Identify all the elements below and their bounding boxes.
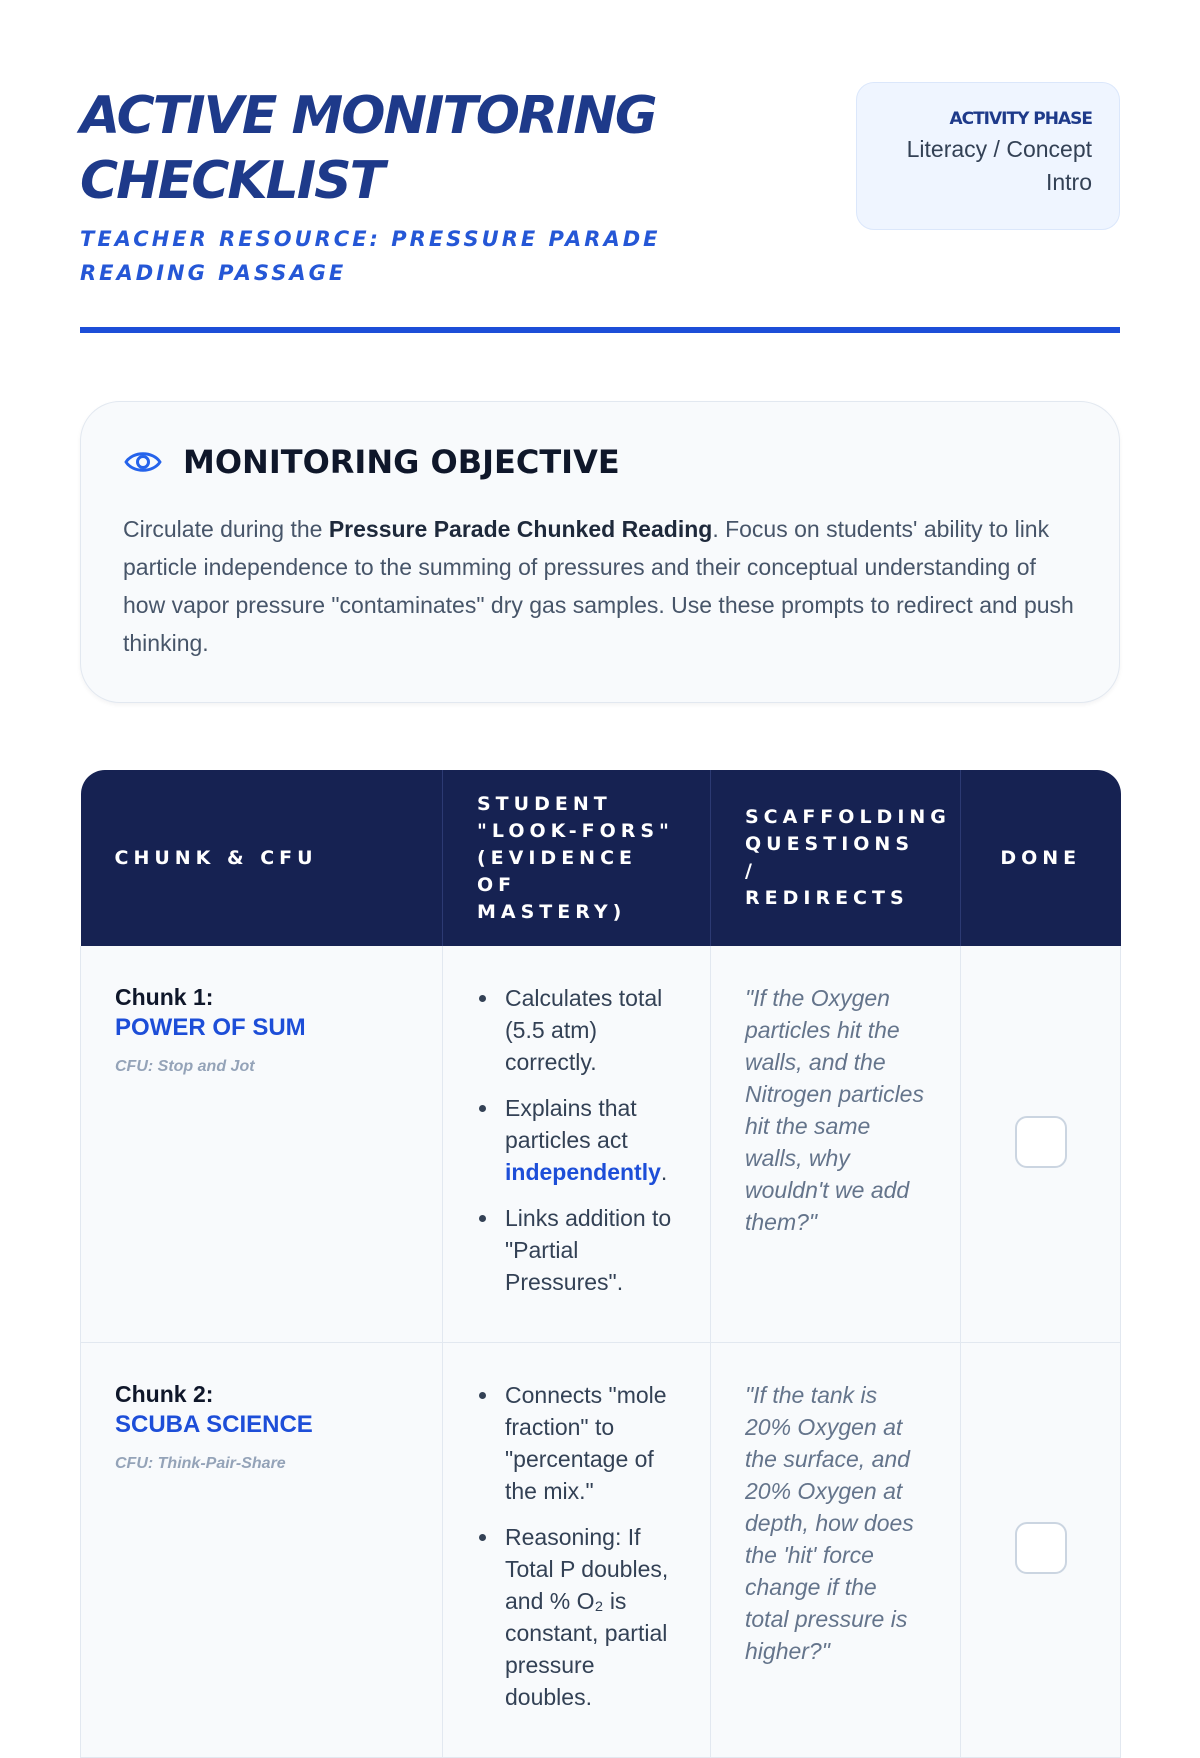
table-row xyxy=(81,1343,1121,1758)
activity-phase-value: Literacy / Concept Intro xyxy=(906,136,1092,195)
look-fors-list xyxy=(477,982,676,1298)
activity-phase-card xyxy=(856,82,1120,230)
monitoring-objective-card xyxy=(80,401,1120,703)
list-item: Connects "mole fraction" to "percentage of the mix." xyxy=(477,1379,676,1507)
chunk-cell xyxy=(81,1343,443,1758)
chunk-cell xyxy=(81,946,443,1343)
look-for-text: Explains that particles act xyxy=(505,1095,637,1153)
scaffolding-question: "If the Oxygen particles hit the walls, and the Nitrogen particles hit the same walls, why wouldn't we add them?" xyxy=(745,985,924,1235)
scaffolding-question: "If the tank is 20% Oxygen at the surface, and 20% Oxygen at depth, how does the 'hit' force change if the total pressure is higher?" xyxy=(745,1382,914,1664)
chunk-label: Chunk 2: xyxy=(115,1381,214,1407)
objective-text-start: Circulate during the xyxy=(123,516,329,542)
scaffolding-cell xyxy=(711,1343,961,1758)
page-title: ACTIVE MONITORING CHECKLIST xyxy=(80,86,656,211)
cfu-label: CFU: Think-Pair-Share xyxy=(115,1455,286,1472)
list-item xyxy=(477,1092,676,1188)
objective-title: MONITORING OBJECTIVE xyxy=(183,443,620,481)
eye-icon xyxy=(123,442,163,482)
page-subtitle: TEACHER RESOURCE: PRESSURE PARADE READING PASSAGE xyxy=(80,227,661,285)
list-item: Reasoning: If Total P doubles, and % O₂ is constant, partial pressure doubles. xyxy=(477,1521,676,1713)
objective-text xyxy=(123,510,1083,662)
done-checkbox[interactable] xyxy=(1015,1522,1067,1574)
look-fors-cell xyxy=(443,1343,711,1758)
done-checkbox[interactable] xyxy=(1015,1116,1067,1168)
look-fors-cell xyxy=(443,946,711,1343)
cfu-label: CFU: Stop and Jot xyxy=(115,1058,255,1075)
look-for-text-end: . xyxy=(660,1159,668,1185)
chunk-label: Chunk 1: xyxy=(115,984,214,1010)
column-header-done: DONE xyxy=(961,770,1121,946)
list-item: Links addition to "Partial Pressures". xyxy=(477,1202,676,1298)
scaffolding-cell xyxy=(711,946,961,1343)
done-cell xyxy=(961,1343,1121,1758)
page-header xyxy=(80,84,1120,290)
chunk-name: POWER OF SUM xyxy=(115,1014,306,1041)
done-cell xyxy=(961,946,1121,1343)
list-item: Calculates total (5.5 atm) correctly. xyxy=(477,982,676,1078)
objective-heading xyxy=(123,442,620,482)
table-row xyxy=(81,946,1121,1343)
monitoring-table xyxy=(80,770,1120,1758)
header-divider xyxy=(80,327,1120,333)
column-header-look-fors: STUDENT "LOOK-FORS" (EVIDENCE OF MASTERY) xyxy=(443,770,711,946)
column-header-scaffolding: SCAFFOLDING QUESTIONS / REDIRECTS xyxy=(711,770,961,946)
look-for-emphasis: independently xyxy=(505,1159,661,1185)
activity-phase-label: ACTIVITY PHASE xyxy=(949,109,1092,129)
objective-text-end: . Focus on students' ability to link particle independence to the summing of pressures and their conceptual understanding of how vapor pressure "contaminates" dry gas samples. Use these prompts to redirect and push thinking. xyxy=(123,516,1074,656)
look-fors-list xyxy=(477,1379,676,1713)
table-header-row xyxy=(81,770,1121,946)
column-header-chunk: CHUNK & CFU xyxy=(81,770,443,946)
objective-text-bold: Pressure Parade Chunked Reading xyxy=(328,516,713,542)
chunk-name: SCUBA SCIENCE xyxy=(115,1411,313,1438)
